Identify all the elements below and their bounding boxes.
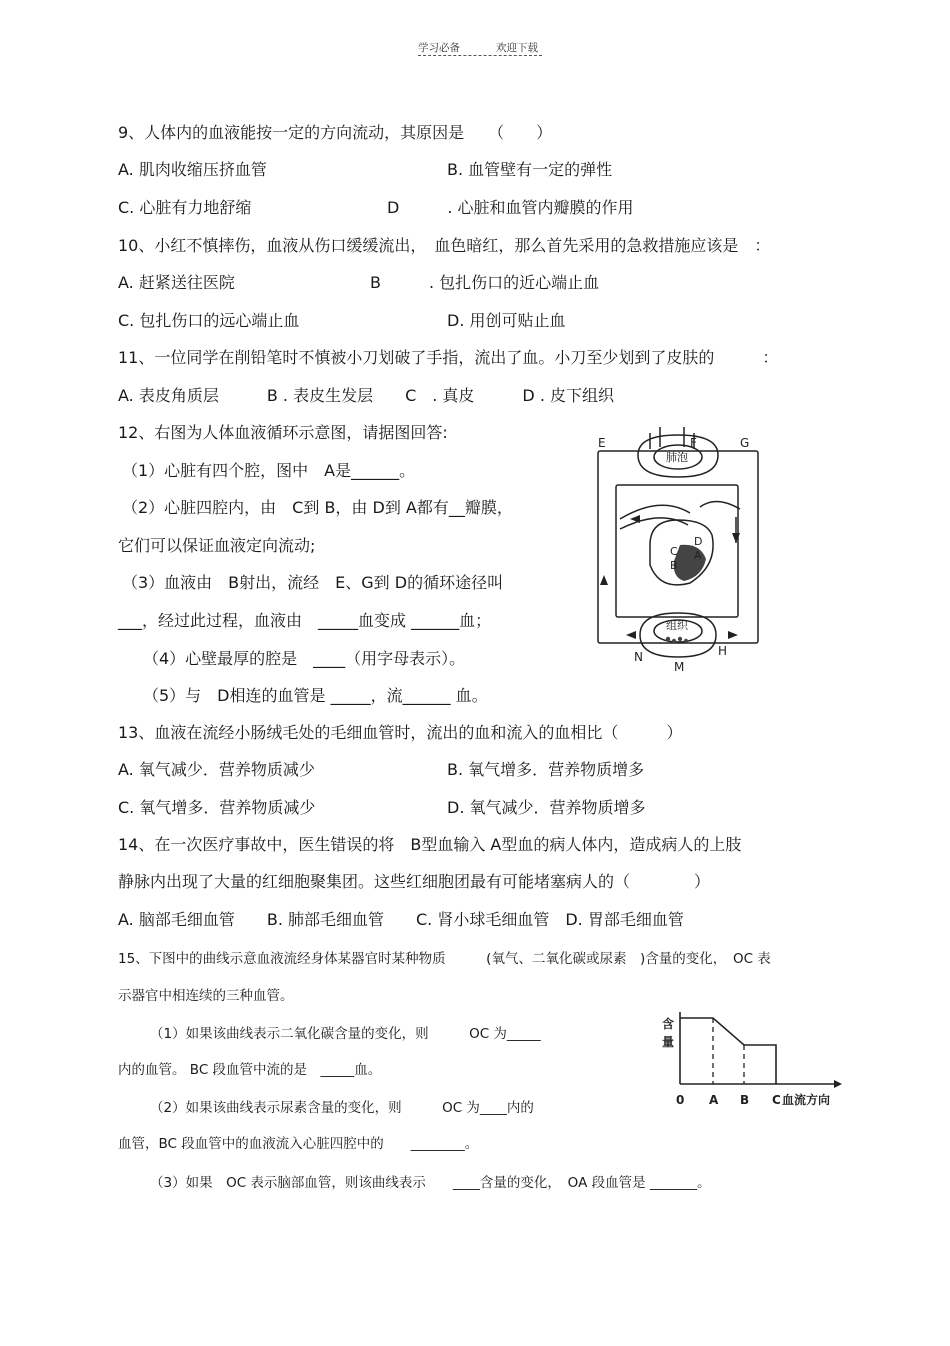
label-g: G	[740, 436, 750, 450]
label-a: A	[694, 549, 702, 562]
arrow-left-mid	[630, 515, 640, 523]
vessel-right-upper	[700, 501, 740, 509]
q10-stem: 10、小红不慎摔伤，血液从伤口缓缓流出， 血色暗红，那么首先采用的急救措施应该是 ：	[118, 236, 771, 255]
tick-a: A	[709, 1093, 719, 1107]
vessel-upper	[620, 505, 690, 519]
q13-stem: 13、血液在流经小肠绒毛处的毛细血管时，流出的血和流入的血相比（ ）	[118, 723, 683, 742]
arrow-right-bottom	[728, 631, 738, 639]
q13-option-b: B. 氧气增多．营养物质增多	[447, 760, 645, 779]
content-curve-chart	[658, 1012, 844, 1108]
q12-part-2: （2）心脏四腔内，由 C到 B，由 D到 A都有__瓣膜，	[122, 498, 513, 517]
q10-option-b: B . 包扎伤口的近心端止血	[370, 273, 600, 292]
q9-option-c: C. 心脏有力地舒缩	[118, 198, 252, 217]
q12-part-3-cont: ___，经过此过程，血液由 _____血变成 ______血；	[118, 611, 492, 630]
q11-options: A. 表皮角质层 B . 表皮生发层 C . 真皮 D . 皮下组织	[118, 386, 614, 405]
arrow-up-left	[600, 575, 608, 585]
label-e: E	[598, 436, 606, 450]
q14-stem: 14、在一次医疗事故中，医生错误的将 B型血输入 A型血的病人体内，造成病人的上肢	[118, 835, 742, 854]
q10-option-c: C. 包扎伤口的远心端止血	[118, 311, 300, 330]
q12-part-3: （3）血液由 B射出，流经 E、G到 D的循环途径叫	[122, 573, 504, 592]
circulation-diagram	[590, 425, 770, 673]
label-d: D	[694, 535, 703, 548]
header-right: 欢迎下载	[496, 42, 538, 54]
y-axis-label-2: 量	[662, 1035, 675, 1049]
q13-option-d: D. 氧气减少．营养物质增多	[447, 798, 646, 817]
circulation-outer-loop	[598, 451, 758, 643]
q12-part-5: （5）与 D相连的血管是 _____，流______ 血。	[143, 686, 488, 705]
q9-option-b: B. 血管壁有一定的弹性	[447, 160, 613, 179]
q14-options: A. 脑部毛细血管 B. 肺部毛细血管 C. 肾小球毛细血管 D. 胃部毛细血管	[118, 910, 684, 929]
q12-part-1: （1）心脏有四个腔，图中 A是______。	[122, 461, 416, 480]
label-alveolus: 肺泡	[666, 451, 688, 464]
content-curve	[680, 1018, 776, 1084]
q14-stem-cont: 静脉内出现了大量的红细胞聚集团。这些红细胞团最有可能堵塞病人的（ ）	[118, 872, 711, 891]
q9-option-a: A. 肌肉收缩压挤血管	[118, 160, 267, 179]
label-b: B	[670, 559, 678, 572]
header-left: 学习必备	[418, 42, 460, 54]
label-h: H	[718, 644, 728, 658]
q15-part-3: （3）如果 OC 表示脑部血管，则该曲线表示 ____含量的变化， OA 段血管是 _______。	[150, 1175, 711, 1191]
x-axis-arrow	[834, 1080, 842, 1088]
q15-stem-cont: 示器官中相连续的三种血管。	[118, 988, 294, 1004]
tick-b: B	[740, 1093, 750, 1107]
label-m: M	[674, 660, 685, 673]
q15-part-1: （1）如果该曲线表示二氧化碳含量的变化，则 OC 为_____	[150, 1026, 541, 1042]
tick-0: 0	[676, 1093, 685, 1107]
y-axis-label-1: 含	[662, 1017, 675, 1031]
arrow-down-right	[732, 533, 740, 543]
q11-stem: 11、一位同学在削铅笔时不慎被小刀划破了手指，流出了血。小刀至少划到了皮肤的 ：	[118, 348, 779, 367]
q15-stem: 15、下图中的曲线示意血液流经身体某器官时某种物质 (氧气、二氧化碳或尿素 )含量的变化， OC 表	[118, 951, 771, 967]
label-tissue: 组织	[666, 619, 688, 632]
q10-option-a: A. 赶紧送往医院	[118, 273, 235, 292]
q9-option-d: D . 心脏和血管内瓣膜的作用	[387, 198, 634, 217]
q12-part-2-cont: 它们可以保证血液定向流动;	[118, 536, 316, 555]
q10-option-d: D. 用创可贴止血	[447, 311, 566, 330]
x-axis-label: 血流方向	[782, 1093, 831, 1107]
q15-part-1-cont: 内的血管。 BC 段血管中流的是 _____血。	[118, 1062, 382, 1078]
q12-part-4: （4）心壁最厚的腔是 ____（用字母表示）。	[143, 649, 466, 668]
q13-option-a: A. 氧气减少．营养物质减少	[118, 760, 315, 779]
page-header	[418, 38, 542, 60]
label-f: F	[690, 436, 697, 450]
tick-c: C	[772, 1093, 781, 1107]
q15-part-2: （2）如果该曲线表示尿素含量的变化，则 OC 为____内的	[150, 1100, 534, 1116]
q12-stem: 12、右图为人体血液循环示意图，请据图回答:	[118, 423, 448, 442]
arrow-left-bottom	[626, 631, 636, 639]
label-n: N	[634, 650, 643, 664]
q13-option-c: C. 氧气增多．营养物质减少	[118, 798, 316, 817]
header-divider	[418, 55, 542, 56]
q9-stem: 9、人体内的血液能按一定的方向流动，其原因是 （ ）	[118, 123, 553, 142]
label-c: C	[670, 545, 678, 558]
q15-part-2-cont: 血管，BC 段血管中的血液流入心脏四腔中的 ________。	[118, 1136, 479, 1152]
